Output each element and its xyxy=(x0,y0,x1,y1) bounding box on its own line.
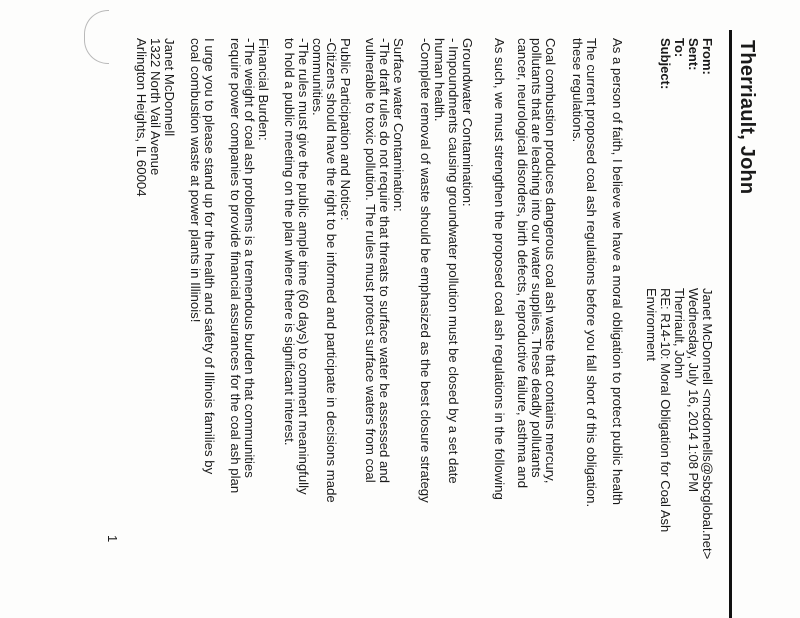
section-heading: Surface water Contamination: xyxy=(391,38,406,212)
page-number: 1 xyxy=(105,535,120,543)
section-heading: Financial Burden: xyxy=(256,38,271,141)
rotated-letter-page xyxy=(100,0,760,618)
header-sent-label: Sent: xyxy=(686,38,701,71)
body-line: -The draft rules do not require that threats to surface water be assessed and xyxy=(377,38,392,483)
body-line: -Complete removal of waste should be emphasized as the best closure strategy xyxy=(418,38,433,503)
section-heading: Public Participation and Notice: xyxy=(338,38,353,221)
body-line: - Impoundments causing groundwater pollution must be closed by a set date xyxy=(446,38,461,484)
body-line: I urge you to please stand up for the health and safety of Illinois families by xyxy=(202,38,217,475)
signature-name: Janet McDonnell xyxy=(162,38,177,137)
signature-city: Arlington Heights, IL 60004 xyxy=(134,38,149,197)
header-subject-value: RE: R14-10: Moral Obligation for Coal Ash xyxy=(658,288,673,533)
body-line: cancer, neurological disorders, birth defects, reproductive failure, asthma and xyxy=(515,38,530,489)
body-line: pollutants that are leaching into our water supplies. These deadly pollutants xyxy=(529,38,544,478)
sender-title: Therriault, John xyxy=(736,40,758,195)
body-line: -The weight of coal ash problems is a tremendous burden that communities xyxy=(242,38,257,478)
header-from-label: From: xyxy=(700,38,715,75)
body-line: coal combustion waste at power plants in Illinois! xyxy=(188,38,203,323)
body-line: human health. xyxy=(432,38,447,122)
body-line: As such, we must strengthen the proposed coal ash regulations in the following xyxy=(492,38,507,500)
title-rule xyxy=(729,30,732,618)
body-line: The current proposed coal ash regulations before you fall short of this obligation. xyxy=(584,38,599,508)
body-line: to hold a public meeting on the plan where there is significant interest. xyxy=(282,38,297,446)
header-to-value: Therriault, John xyxy=(672,288,687,379)
signature-street: 1322 North Vail Avenue xyxy=(148,38,163,176)
body-line: -The rules must give the public ample time (60 days) to comment meaningfully xyxy=(296,38,311,495)
body-line: Coal combustion produces dangerous coal ash waste that contains mercury, xyxy=(543,38,558,484)
header-to-label: To: xyxy=(672,38,687,58)
header-subject-cont-value: Environment xyxy=(644,288,659,361)
body-line: these regulations. xyxy=(570,38,585,143)
section-heading: Groundwater Contamination: xyxy=(460,38,475,207)
header-sent-value: Wednesday, July 16, 2014 1:08 PM xyxy=(686,288,701,493)
body-line: vulnerable to toxic pollution. The rules must protect surface waters from coal xyxy=(363,38,378,483)
header-subject-label: Subject: xyxy=(658,38,673,90)
body-line: As a person of faith, I believe we have a moral obligation to protect public health xyxy=(610,38,625,505)
body-line: communities. xyxy=(310,38,325,116)
body-line: require power companies to provide financial assurances for the coal ash plan xyxy=(228,38,243,494)
body-line: -Citizens should have the right to be informed and participate in decisions made xyxy=(324,38,339,503)
header-from-value: Janet McDonnell <mcdonnells@sbcglobal.net> xyxy=(700,288,715,560)
